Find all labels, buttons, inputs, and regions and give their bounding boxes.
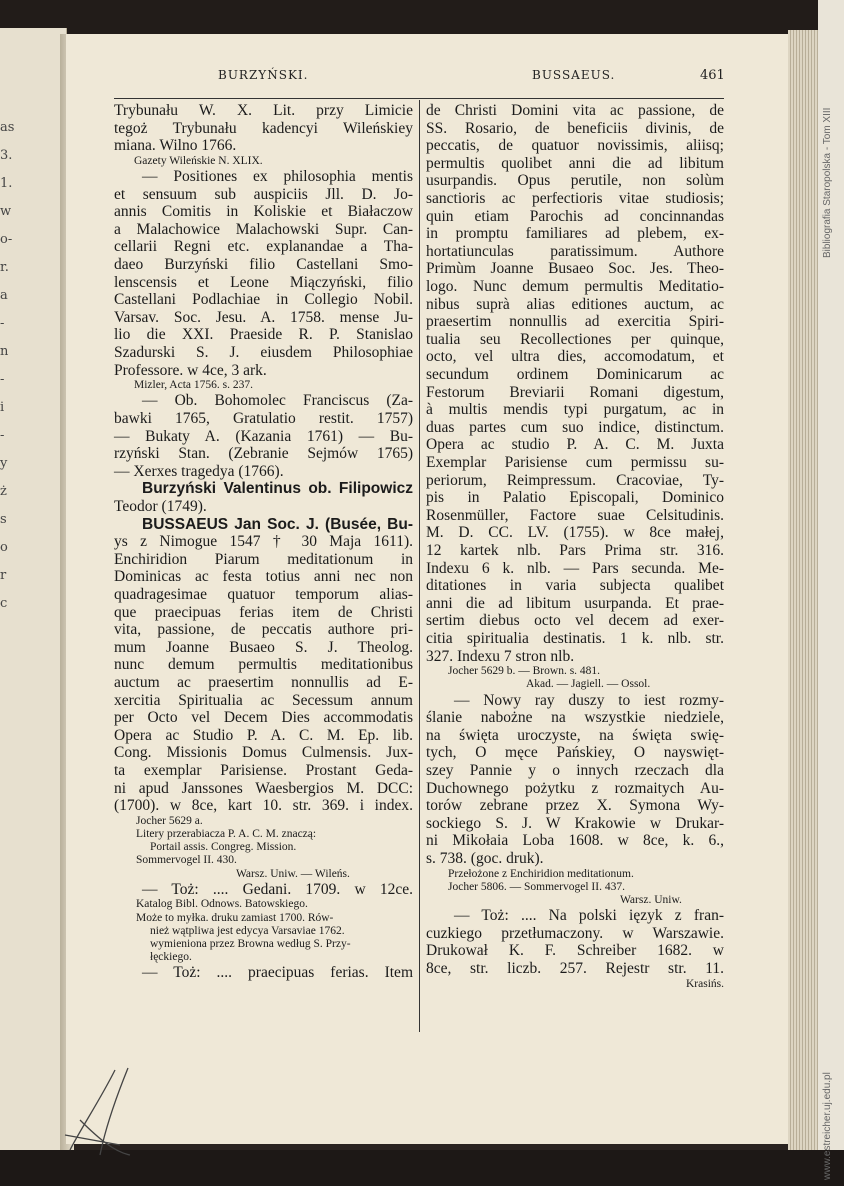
text-line: Burzyński Valentinus ob. Filipowicz <box>142 480 413 498</box>
text-line: tegoż Trybunału kadencyi Wileńskiey <box>114 119 413 137</box>
text-line: in promptu familiares ad plebem, ex- <box>426 225 724 243</box>
facing-page-letter: as <box>0 120 15 135</box>
text-line: Indexu 6 k. nlb. — Pars secunda. Me- <box>426 559 724 577</box>
text-line: mum Joanne Busaeo S. J. Theolog. <box>114 638 413 656</box>
facing-page-letter: n <box>0 344 9 359</box>
text-line: Szadurski S. J. eiusdem Philosophiae <box>114 344 413 361</box>
text-line: secundum ordinem Dominicarum ac <box>426 366 724 383</box>
text-line: sockiego S. J. W Krakowie w Drukar- <box>426 814 724 832</box>
facing-page-letter: o- <box>0 232 13 247</box>
text-line: permultis quolibet anni die ad libitum <box>426 154 724 172</box>
text-line: tualia seu Recollectiones per quinque, <box>426 330 724 348</box>
running-head-center: BUSSAEUS. <box>532 68 616 82</box>
facing-page-letter: 3. <box>0 148 13 163</box>
text-line: Castellani Podlachiae in Collegio Nobil. <box>114 291 413 309</box>
facing-page-letter: - <box>0 428 5 443</box>
facing-page-letter: i <box>0 400 5 415</box>
facing-page-letter: w <box>0 204 12 219</box>
facing-page-letter: - <box>0 372 5 387</box>
library-signature-mark <box>60 1060 140 1160</box>
citation-line: Może to myłka. druku zamiast 1700. Rów- <box>136 911 334 924</box>
citation-line: Jocher 5806. — Sommervogel II. 437. <box>448 880 625 893</box>
facing-page-letter: r <box>0 568 7 583</box>
text-line: peccatis, de quatuor novissimis, aliisq; <box>426 137 724 155</box>
facing-page-letter: y <box>0 456 8 471</box>
page-edges <box>788 30 818 1150</box>
text-line: Teodor (1749). <box>114 498 207 515</box>
text-line: ditationes in varia subjecta qualibet <box>426 577 724 595</box>
text-line: Drukował K. F. Schreiber 1682. w <box>426 942 724 960</box>
citation-line: Mizler, Acta 1756. s. 237. <box>134 379 253 392</box>
facing-page-letter: 1. <box>0 176 13 191</box>
text-line: usurpandis. Opus perutile, non solùm <box>426 172 724 190</box>
text-line: lenscensis et Leone Miączyński, filio <box>114 273 413 291</box>
text-line: szey Pannie y o innych rzeczach dla <box>426 762 724 779</box>
citation-line: Gazety Wileńskie N. XLIX. <box>134 154 263 167</box>
facing-page-letter: o <box>0 540 8 555</box>
text-line: auctum ac praesertim nonnullis ad E- <box>114 674 413 691</box>
text-line: ni apud Janssones Waesbergios M. DCC: <box>114 779 413 797</box>
text-line: Exemplar Parisiense cum permissu su- <box>426 454 724 471</box>
citation-line: Jocher 5629 a. <box>136 814 203 827</box>
text-line: de Christi Domini vita ac passione, de <box>426 102 724 119</box>
facing-page-letter: - <box>0 316 5 331</box>
text-line: ta exemplar Parisiense. Prostant Geda- <box>114 762 413 779</box>
text-line: Varsav. Soc. Jesu. A. 1758. mense Ju- <box>114 308 413 326</box>
text-line: annis Comitis in Koliskie et Białaczow <box>114 203 413 221</box>
text-line: periorum, Reimpressum. Cracoviae, Ty- <box>426 471 724 489</box>
text-line: citia spiritualia destinatis. 1 k. nlb. str. <box>426 630 724 647</box>
text-line: duas partes cum suo indice, distinctum. <box>426 418 724 436</box>
facing-page-letter: r. <box>0 260 9 275</box>
text-line: tych, O męce Pańskiey, O nayswięt- <box>426 744 724 762</box>
citation-line: Krasińs. <box>685 977 724 990</box>
facing-page-letter: c <box>0 596 8 611</box>
text-line: a Malachowice Malachowski Supr. Can- <box>114 220 413 238</box>
text-line: BUSSAEUS Jan Soc. J. (Busée, Bu- <box>142 515 413 533</box>
column-divider <box>419 100 420 1032</box>
text-line: — Positiones ex philosophia mentis <box>142 168 413 185</box>
text-line: 12 kartek nlb. Pars Prima str. 316. <box>426 542 724 559</box>
text-line: per Octo vel Decem Dies accommodatis <box>114 709 413 727</box>
citation-line: Portail assis. Congreg. Mission. <box>150 841 297 854</box>
citation-line: łęckiego. <box>150 951 192 964</box>
text-line: praesertim nonnullis ad exercitia Spiri- <box>426 313 724 331</box>
text-line: nunc demum permultis meditationibus <box>114 656 413 674</box>
text-line: rzyński Stan. (Zebranie Sejmów 1765) <box>114 445 413 463</box>
text-line: M. D. CC. LV. (1755). w 8ce małej, <box>426 524 724 542</box>
citation-line: Jocher 5629 b. — Brown. s. 481. <box>448 665 601 678</box>
text-line: bawki 1765, Gratulatio restit. 1757) <box>114 410 413 427</box>
text-line: 8ce, str. liczb. 257. Rejestr str. 11. <box>426 960 724 977</box>
citation-line: Warsz. Uniw. — Wileńs. <box>236 867 350 880</box>
text-line: pis in Palatio Episcopali, Dominico <box>426 489 724 507</box>
text-line: 327. Indexu 7 stron nlb. <box>426 647 575 665</box>
text-line: sertim diebus octo vel decem ad exer- <box>426 612 724 630</box>
citation-line: nież wątpliwa jest edycya Varsaviae 1762. <box>150 924 345 937</box>
text-line: Opera ac Studio P. A. C. M. Ep. lib. <box>114 726 413 744</box>
text-line: vita, passione, de peccatis authore pri- <box>114 621 413 639</box>
text-line: daeo Burzyński filio Castellani Smo- <box>114 256 413 273</box>
text-line: lio die XXI. Praeside R. P. Stanislao <box>114 326 413 344</box>
text-line: ślanie nabożne na wszystkie niedziele, <box>426 709 724 727</box>
citation-line: Przełożone z Enchiridion meditationum. <box>448 867 634 880</box>
citation-line: Sommervogel II. 430. <box>136 854 237 867</box>
text-line: quadragesimae quatuor temporum alias- <box>114 586 413 603</box>
text-line: à multis mendis typi purgatum, ac in <box>426 401 724 419</box>
text-line: xercitia Spiritualia ac Secessum annum <box>114 691 413 709</box>
text-line: miana. Wilno 1766. <box>114 137 237 155</box>
text-line: torów zebrane przez X. Symona Wy- <box>426 797 724 815</box>
page-number: 461 <box>700 68 725 83</box>
facing-page-letter: ż <box>0 484 7 499</box>
watermark-url: www.estreicher.uj.edu.pl <box>822 1072 833 1180</box>
text-line: Opera ac studio P. A. C. M. Juxta <box>426 436 724 454</box>
text-line: Duchownego pożytku z rozmaitych Au- <box>426 779 724 797</box>
text-line: cellarii Regni etc. explanandae a Tha- <box>114 238 413 256</box>
header-rule <box>114 98 724 99</box>
running-head-left: BURZYŃSKI. <box>218 68 309 82</box>
citation-line: Warsz. Uniw. <box>620 894 682 906</box>
text-line: Cong. Missionis Domus Culmensis. Jux- <box>114 744 413 762</box>
text-line: octo, vel ultra dies, accomodatum, et <box>426 348 724 366</box>
text-line: Dominicas ac festa totius anni nec non <box>114 568 413 586</box>
text-line: ni Mikołaia Loba 1608. w 8ce, k. 6., <box>426 832 724 850</box>
text-line: quin etiam Parochis ad concinnandas <box>426 207 724 225</box>
text-line: — Toż: .... Gedani. 1709. w 12ce. <box>142 880 413 898</box>
text-line: — Toż: .... Na polski ięzyk z fran- <box>454 907 724 925</box>
citation-line: Litery przerabiacza P. A. C. M. znaczą: <box>136 828 317 840</box>
text-line: ys z Nimogue 1547 † 30 Maja 1611). <box>114 533 413 551</box>
text-line: — Bukaty A. (Kazania 1761) — Bu- <box>114 427 413 445</box>
facing-page-letter: a <box>0 288 8 303</box>
text-line: — Xerxes tragedya (1766). <box>114 462 284 480</box>
watermark-top: Bibliografia Staropolska - Tom XIII <box>822 107 833 258</box>
facing-page-fragment <box>0 28 67 1186</box>
text-line: — Ob. Bohomolec Franciscus (Za- <box>142 392 413 410</box>
text-line: — Nowy ray duszy to iest rozmy- <box>454 691 724 709</box>
text-line: Primùm Joanne Busaeo Soc. Jes. Theo- <box>426 260 724 278</box>
text-line: et sensuum sub auspiciis Jll. D. Jo- <box>114 185 413 203</box>
text-line: sanctioris ac perfectioris vitae studiosis; <box>426 190 724 207</box>
text-line: s. 738. (goc. druk). <box>426 850 544 867</box>
text-line: na święta uroczyste, na święta swię- <box>426 726 724 744</box>
text-line: Trybunału W. X. Lit. przy Limicie <box>114 102 413 119</box>
text-line: — Toż: .... praecipuas ferias. Item <box>142 964 413 982</box>
text-line: (1700). w 8ce, kart 10. str. 369. i index. <box>114 797 413 815</box>
text-line: que praecipuas ferias item de Christi <box>114 603 413 621</box>
text-line: Professore. w 4ce, 3 ark. <box>114 361 267 379</box>
text-line: cuzkiego przetłumaczony. w Warszawie. <box>426 924 724 942</box>
facing-page-letter: s <box>0 512 7 527</box>
text-line: hortatiunculas paratissimum. Authore <box>426 242 724 260</box>
text-line: nibus suprà alias editiones auctum, ac <box>426 295 724 313</box>
text-line: logo. Nunc demum permultis Meditatio- <box>426 278 724 295</box>
text-line: anni die ad libitum usurpanda. Et prae- <box>426 594 724 612</box>
citation-line: Katalog Bibl. Odnows. Batowskiego. <box>136 898 308 911</box>
citation-line: Akad. — Jagiell. — Ossol. <box>526 678 651 691</box>
citation-line: wymieniona przez Browna według S. Przy- <box>150 938 351 950</box>
text-line: Festorum Breviarii Romani digestum, <box>426 383 724 401</box>
text-line: Rosenmüller, Factore suae Celsitudinis. <box>426 506 724 524</box>
text-line: Enchiridion Piarum meditationum in <box>114 550 413 568</box>
text-line: SS. Rosario, de beneficiis divinis, de <box>426 119 724 137</box>
